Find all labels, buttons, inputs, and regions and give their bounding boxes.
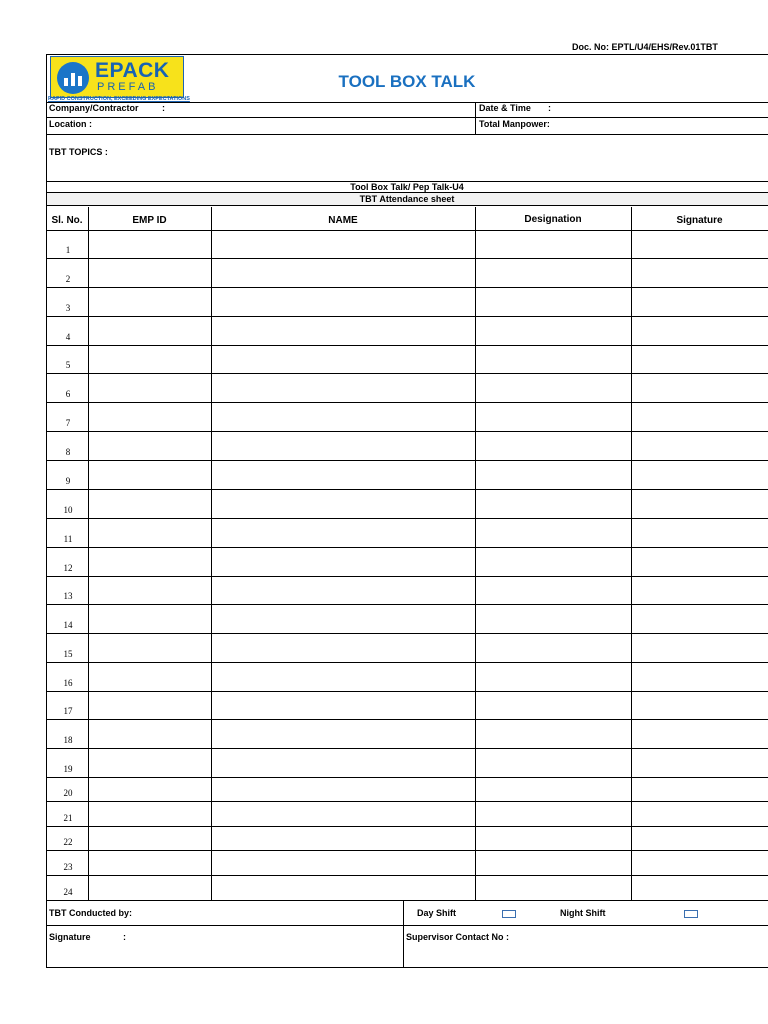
table-row — [46, 604, 768, 633]
company-label: Company/Contractor — [49, 103, 139, 113]
table-row — [46, 875, 768, 900]
night-shift-label: Night Shift — [560, 908, 606, 918]
col-header-signature: Signature — [676, 215, 723, 226]
table-row — [46, 850, 768, 875]
table-row — [46, 691, 768, 719]
conducted-by-label: TBT Conducted by: — [49, 908, 132, 918]
table-row — [46, 777, 768, 801]
row-serial-number: 16 — [63, 678, 73, 688]
subheading: Tool Box Talk/ Pep Talk-U4 — [350, 182, 464, 192]
topics-label: TBT TOPICS : — [49, 147, 108, 157]
col-header-name: NAME — [328, 215, 358, 226]
table-row — [46, 801, 768, 826]
row-serial-number: 22 — [63, 837, 73, 847]
row-serial-number: 11 — [63, 534, 73, 544]
doc-number: Doc. No: EPTL/U4/EHS/Rev.01TBT — [572, 42, 718, 52]
row-serial-number: 1 — [65, 245, 71, 255]
table-row — [46, 345, 768, 373]
row-serial-number: 9 — [65, 476, 71, 486]
col-header-designation: Designation — [524, 214, 582, 225]
table-row — [46, 431, 768, 460]
sheet-title: TBT Attendance sheet — [359, 194, 455, 204]
divider — [46, 102, 768, 103]
logo-mark-icon — [57, 62, 89, 94]
day-shift-checkbox[interactable] — [502, 910, 516, 918]
divider — [403, 900, 404, 968]
day-shift-label: Day Shift — [417, 908, 457, 918]
row-serial-number: 8 — [65, 447, 71, 457]
divider — [46, 925, 768, 926]
logo-subname: PREFAB — [97, 81, 159, 93]
date-colon: : — [548, 103, 551, 113]
row-serial-number: 13 — [63, 591, 73, 601]
signature-colon: : — [123, 932, 126, 942]
table-row — [46, 748, 768, 777]
divider — [46, 134, 768, 135]
row-serial-number: 12 — [63, 563, 73, 573]
row-serial-number: 4 — [65, 332, 71, 342]
manpower-label: Total Manpower: — [479, 119, 550, 129]
col-header-emp-id: EMP ID — [132, 215, 167, 226]
company-colon: : — [162, 103, 165, 113]
row-serial-number: 5 — [65, 360, 71, 370]
table-row — [46, 287, 768, 316]
row-serial-number: 21 — [63, 813, 73, 823]
row-serial-number: 20 — [63, 788, 73, 798]
date-time-label: Date & Time — [479, 103, 531, 113]
col-header-slno: Sl. No. — [51, 215, 83, 226]
table-row — [46, 826, 768, 850]
row-serial-number: 19 — [63, 764, 73, 774]
divider — [46, 205, 768, 206]
row-serial-number: 24 — [63, 887, 73, 897]
location-label: Location : — [49, 119, 92, 129]
row-serial-number: 7 — [65, 418, 71, 428]
company-logo — [50, 56, 184, 98]
row-serial-number: 2 — [65, 274, 71, 284]
table-row — [46, 633, 768, 662]
table-row — [46, 373, 768, 402]
divider — [46, 900, 768, 901]
row-serial-number: 3 — [65, 303, 71, 313]
table-row — [46, 230, 768, 258]
row-serial-number: 17 — [63, 706, 73, 716]
signature-label: Signature — [49, 932, 91, 942]
row-serial-number: 23 — [63, 862, 73, 872]
table-row — [46, 662, 768, 691]
row-serial-number: 15 — [63, 649, 73, 659]
table-row — [46, 489, 768, 518]
form-title: TOOL BOX TALK — [338, 72, 476, 91]
table-row — [46, 402, 768, 431]
table-row — [46, 719, 768, 748]
row-serial-number: 6 — [65, 389, 71, 399]
row-serial-number: 18 — [63, 735, 73, 745]
table-row — [46, 576, 768, 604]
divider — [46, 117, 768, 118]
table-row — [46, 518, 768, 547]
night-shift-checkbox[interactable] — [684, 910, 698, 918]
logo-name: EPACK — [95, 59, 170, 82]
divider — [475, 102, 476, 134]
table-row — [46, 547, 768, 576]
row-serial-number: 14 — [63, 620, 73, 630]
table-row — [46, 460, 768, 489]
table-row — [46, 258, 768, 287]
logo-tagline: RAPID CONSTRUCTION, EXCEEDING EXPECTATIONS — [48, 96, 190, 102]
table-row — [46, 316, 768, 345]
supervisor-contact-label: Supervisor Contact No : — [406, 932, 510, 942]
row-serial-number: 10 — [63, 505, 73, 515]
